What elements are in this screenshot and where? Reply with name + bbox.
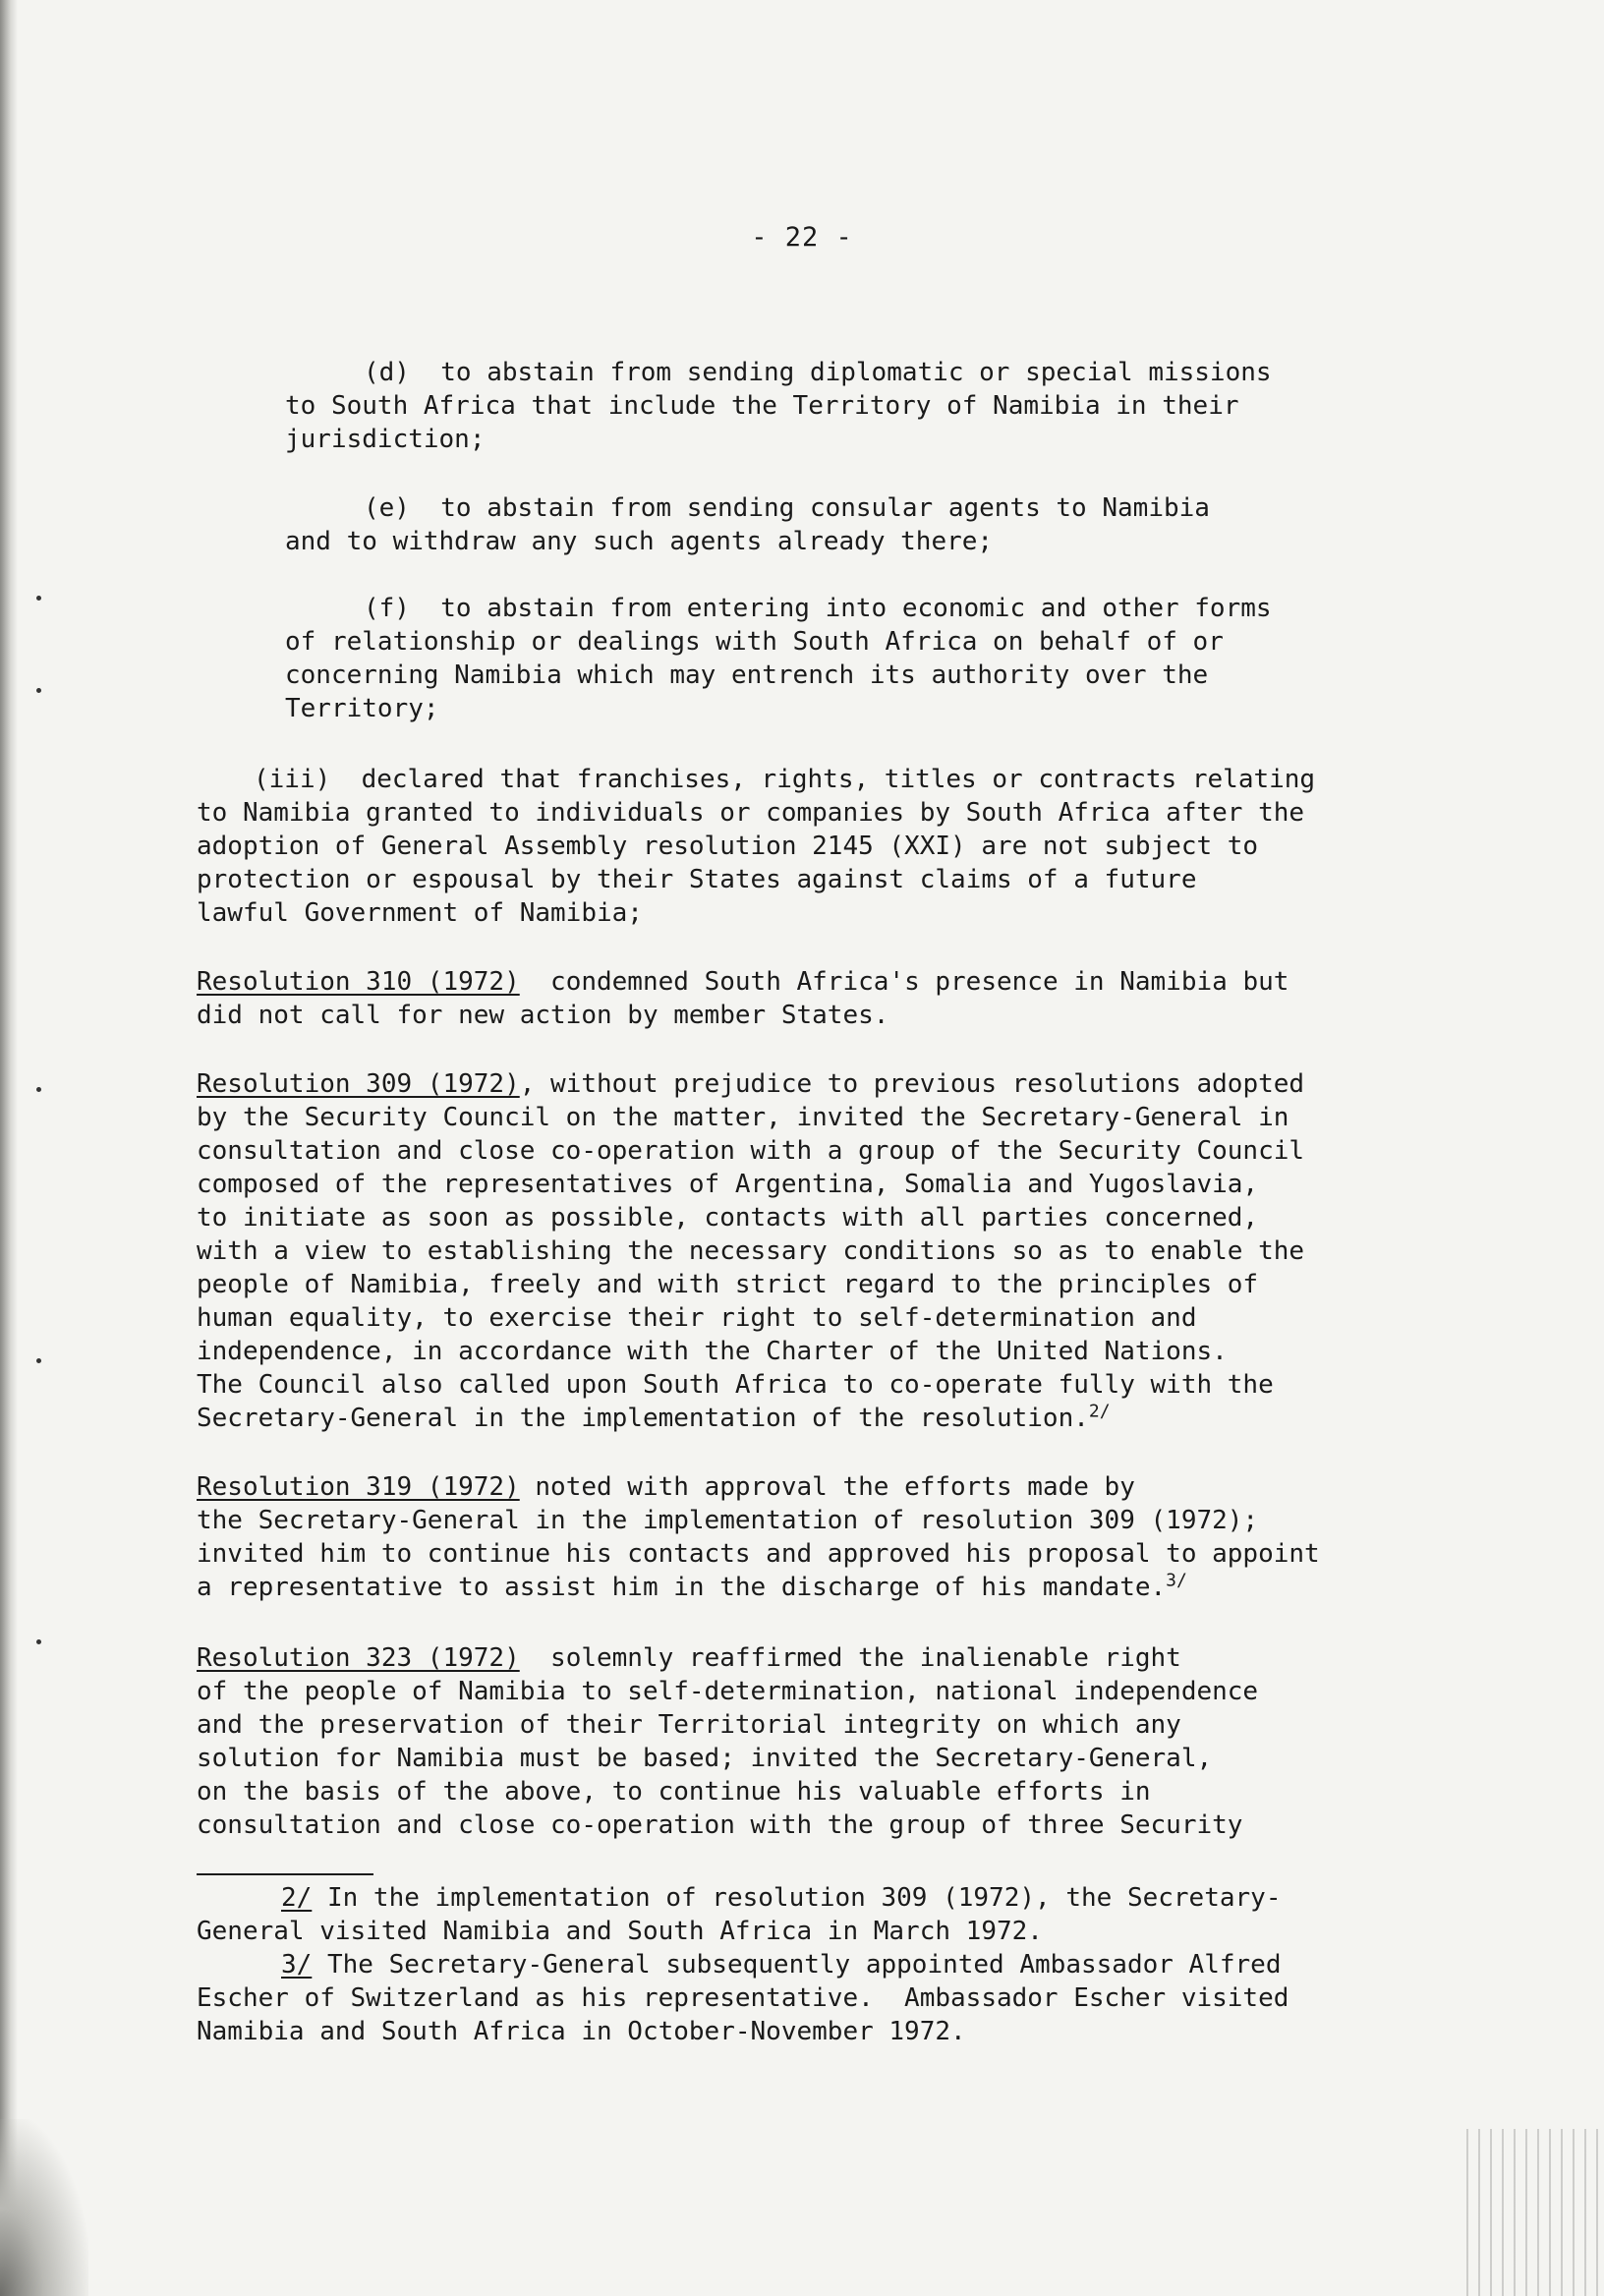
resolution-309-line-9: independence, in accordance with the Charter of the United Nations. [197,1337,1228,1366]
footnote-3-text: The Secretary-General subsequently appointed Ambassador Alfred [312,1950,1282,1980]
resolution-309-line-10: The Council also called upon South Africa to co-operate fully with the [197,1370,1274,1400]
resolution-319-line-3: invited him to continue his contacts and approved his proposal to appoint [197,1539,1320,1569]
resolution-309-line-6: with a view to establishing the necessary conditions so as to enable the [197,1236,1305,1266]
resolution-309-line-4: composed of the representatives of Argentina, Somalia and Yugoslavia, [197,1170,1259,1199]
resolution-309-line-1 [197,1067,1304,1101]
resolution-309-line-3: consultation and close co-operation with a group of the Security Council [197,1136,1305,1166]
resolution-323-line-1 [197,1641,1181,1675]
item-iii-line-4: protection or espousal by their States against claims of a future [197,865,1197,894]
item-iii-line-1: (iii) declared that franchises, rights, titles or contracts relating [254,765,1316,794]
footnote-2-line-2: General visited Namibia and South Africa in March 1972. [197,1917,1043,1946]
resolution-310-text: condemned South Africa's presence in Namibia but [519,967,1289,997]
resolution-310-heading: Resolution 310 (1972) [197,967,520,997]
footnote-separator [197,1873,373,1875]
margin-dot [36,596,41,601]
resolution-319-line-2: the Secretary-General in the implementation of resolution 309 (1972); [197,1506,1259,1535]
footnote-3-line-1 [281,1948,1281,1981]
margin-dot [36,1639,41,1644]
item-iii-line-3: adoption of General Assembly resolution 2145 (XXI) are not subject to [197,832,1259,861]
resolution-309-line-2: by the Security Council on the matter, invited the Secretary-General in [197,1103,1289,1132]
resolution-319-text: noted with approval the efforts made by [519,1472,1135,1502]
resolution-310-line-2: did not call for new action by member States. [197,1001,889,1030]
margin-dot [36,1358,41,1363]
item-f-line-3: concerning Namibia which may entrench its authority over the [285,660,1209,690]
scan-smudge-bottom-left [0,2119,88,2296]
item-d-line-1: (d) to abstain from sending diplomatic or special missions [364,358,1272,387]
resolution-323-line-2: of the people of Namibia to self-determination, national independence [197,1677,1259,1706]
resolution-323-line-4: solution for Namibia must be based; invited the Secretary-General, [197,1744,1213,1773]
resolution-309-heading: Resolution 309 (1972) [197,1069,520,1099]
resolution-309-line-8: human equality, to exercise their right to self-determination and [197,1303,1197,1333]
item-d-line-3: jurisdiction; [285,425,486,454]
footnote-2-text: In the implementation of resolution 309 (1972), the Secretary- [312,1883,1282,1913]
item-e-line-1: (e) to abstain from sending consular agents to Namibia [364,493,1210,523]
footnote-3-line-2: Escher of Switzerland as his representative. Ambassador Escher visited [197,1983,1289,2013]
resolution-309-line-11 [197,1402,1111,1435]
resolution-319-text-end: a representative to assist him in the discharge of his mandate. [197,1573,1167,1602]
margin-dot [36,688,41,693]
item-f-line-1: (f) to abstain from entering into economic and other forms [364,594,1272,623]
resolution-310-line-1 [197,965,1289,999]
resolution-323-line-5: on the basis of the above, to continue his valuable efforts in [197,1777,1151,1807]
resolution-323-line-3: and the preservation of their Territorial integrity on which any [197,1710,1181,1740]
resolution-309-line-7: people of Namibia, freely and with strict regard to the principles of [197,1270,1259,1299]
item-e-line-2: and to withdraw any such agents already there; [285,527,994,556]
scan-edge-left [0,0,18,2296]
footnote-2-marker: 2/ [281,1883,313,1913]
footnote-ref-3: 3/ [1166,1570,1187,1591]
margin-dot [36,1087,41,1092]
footnote-3-marker: 3/ [281,1950,313,1980]
footnote-ref-2: 2/ [1088,1401,1111,1422]
resolution-309-text-end: Secretary-General in the implementation of the resolution. [197,1404,1089,1433]
item-f-line-4: Territory; [285,694,439,723]
resolution-323-heading: Resolution 323 (1972) [197,1643,520,1673]
resolution-323-line-6: consultation and close co-operation with the group of three Security [197,1810,1243,1840]
page-number: - 22 - [751,222,853,253]
resolution-323-text: solemnly reaffirmed the inalienable right [519,1643,1181,1673]
resolution-319-line-4 [197,1571,1187,1604]
footnote-3-line-3: Namibia and South Africa in October-November 1972. [197,2017,966,2046]
item-d-line-2: to South Africa that include the Territory of Namibia in their [285,391,1239,421]
resolution-309-text: , without prejudice to previous resolutions adopted [519,1069,1305,1099]
item-iii-line-2: to Namibia granted to individuals or companies by South Africa after the [197,798,1305,828]
resolution-309-line-5: to initiate as soon as possible, contacts with all parties concerned, [197,1203,1259,1233]
item-iii-line-5: lawful Government of Namibia; [197,898,643,928]
item-f-line-2: of relationship or dealings with South Africa on behalf of or [285,627,1224,657]
resolution-319-line-1 [197,1470,1135,1504]
footnote-2-line-1 [281,1881,1281,1915]
scan-marks-bottom-right [1466,2129,1604,2296]
resolution-319-heading: Resolution 319 (1972) [197,1472,520,1502]
